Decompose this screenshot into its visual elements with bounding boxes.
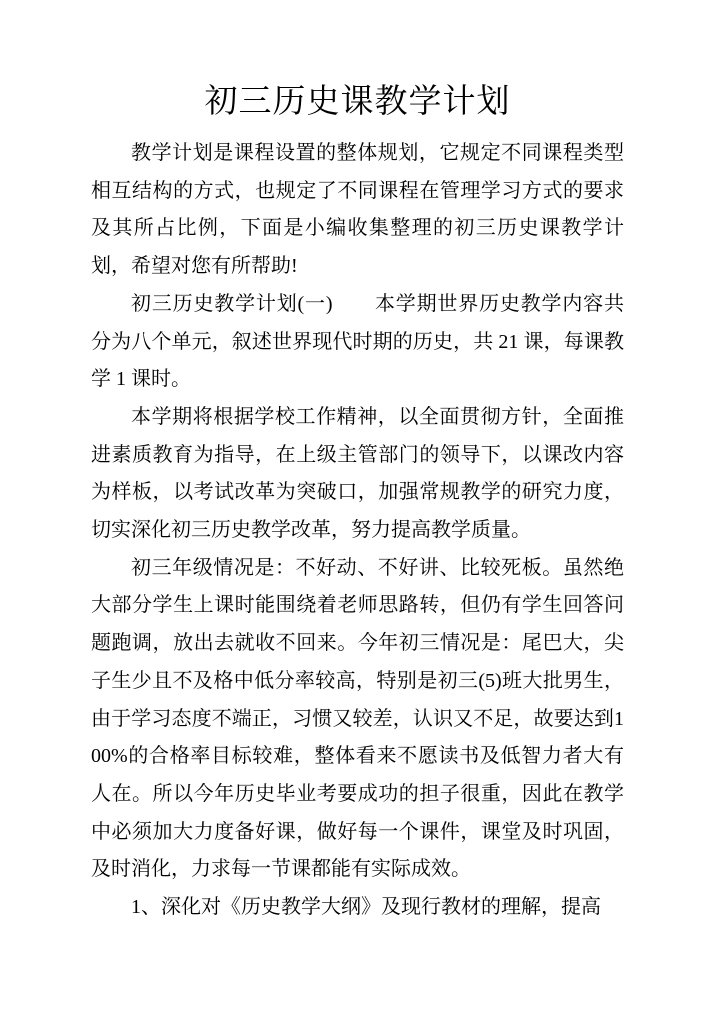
paragraph-intro: 教学计划是课程设置的整体规划，它规定不同课程类型相互结构的方式，也规定了不同课程在管理学习方式的要求及其所占比例，下面是小编收集整理的初三历史课教学计划，希望对您有所帮助! — [91, 142, 624, 278]
document-title: 初三历史课教学计划 — [204, 84, 511, 120]
paragraph-plan-one-overview: 初三历史教学计划(一) 本学期世界历史教学内容共分为八个单元，叙述世界现代时期的历史，共 21 课，每课教学 1 课时。 — [91, 292, 624, 391]
paragraph-semester-guideline: 本学期将根据学校工作精神，以全面贯彻方针，全面推进素质教育为指导，在上级主管部门的领导下，以课改内容为样板，以考试改革为突破口，加强常规教学的研究力度，切实深化初三历史教学改革，努力提高教学质量。 — [91, 405, 624, 542]
paragraph-grade-situation: 初三年级情况是：不好动、不好讲、比较死板。虽然绝大部分学生上课时能围绕着老师思路转，但仍有学生回答问题跑调，放出去就收不回来。今年初三情况是：尾巴大，尖子生少且不及格中低分率较高，特别是初三(5)班大批男生，由于学习态度不端正，习惯又较差，认识又不足，故要达到100%的合格率目标较难，整体看来不愿读书及低智力者大有人在。所以今年历史毕业考要成功的担子很重，因此在教学中必须加大力度备好课，做好每一个课件，课堂及时巩固，及时消化，力求每一节课都能有实际成效。 — [91, 556, 624, 881]
paragraph-item-1: 1、深化对《历史教学大纲》及现行教材的理解，提高 — [131, 896, 601, 919]
